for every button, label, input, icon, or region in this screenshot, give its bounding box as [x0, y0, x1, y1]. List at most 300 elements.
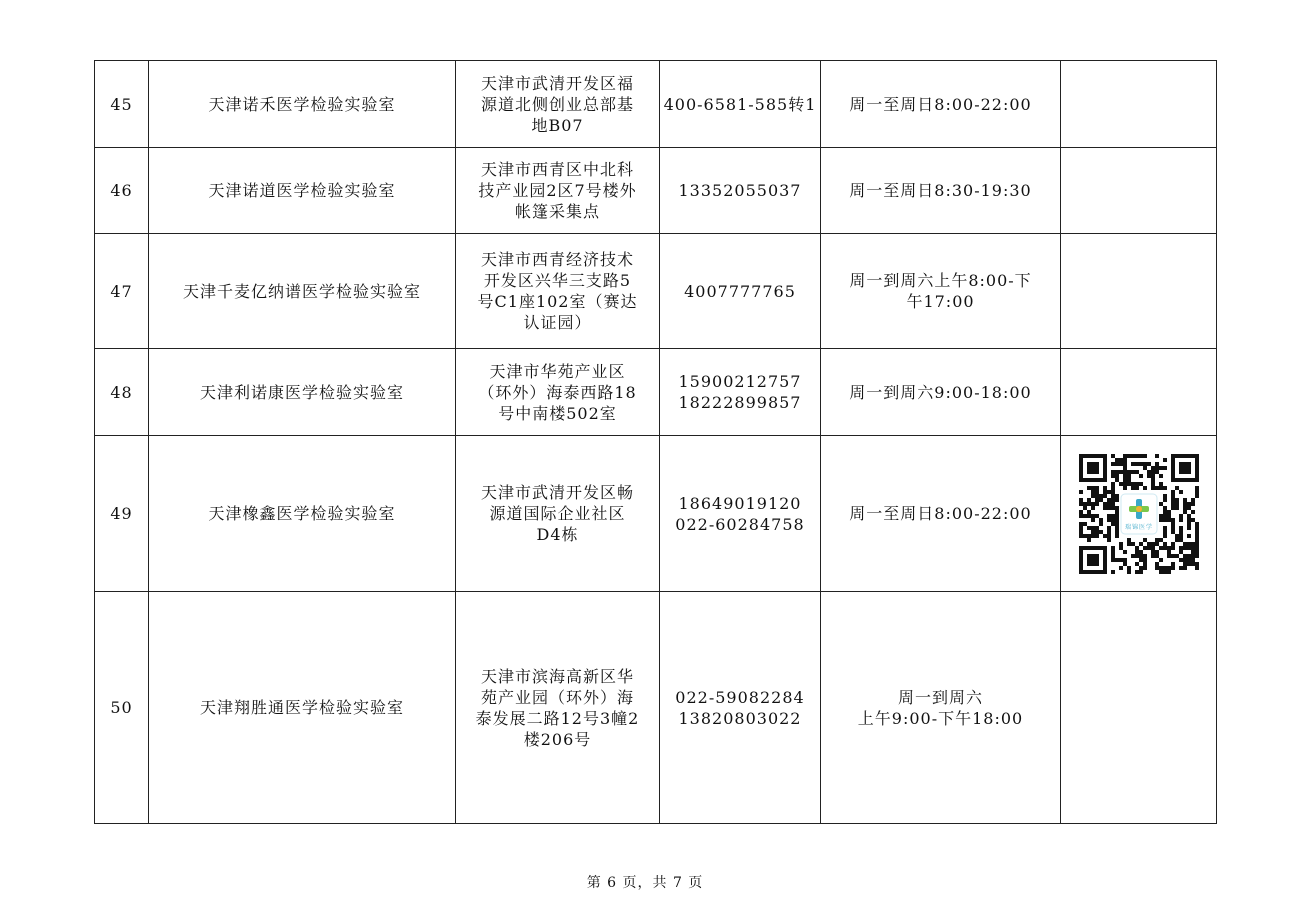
qr-module	[1115, 474, 1119, 478]
qr-module	[1079, 534, 1083, 538]
hours-line: 午17:00	[906, 292, 975, 311]
page-footer: 第 6 页，共 7 页	[586, 875, 704, 891]
qr-module	[1195, 522, 1199, 526]
qr-module	[1163, 542, 1167, 546]
qr-module	[1107, 534, 1111, 538]
qr-module	[1195, 550, 1199, 554]
qr-module	[1167, 570, 1171, 574]
address-line: 天津市武清开发区福	[480, 73, 634, 93]
qr-module	[1183, 558, 1187, 562]
qr-module	[1195, 554, 1199, 558]
row-number: 48	[95, 349, 149, 436]
qr-module	[1191, 558, 1195, 562]
qr-module	[1143, 566, 1147, 570]
qr-code[interactable]	[1079, 454, 1199, 574]
qr-module	[1135, 550, 1139, 554]
qr-module	[1123, 558, 1127, 562]
qr-module	[1159, 518, 1163, 522]
qr-module	[1179, 558, 1183, 562]
qr-module	[1195, 566, 1199, 570]
qr-module	[1143, 562, 1147, 566]
phone-line: 022-60284758	[675, 514, 805, 534]
address-line: D4栋	[536, 525, 579, 544]
qr-cell	[1061, 61, 1217, 148]
qr-module	[1135, 546, 1139, 550]
qr-module	[1191, 550, 1195, 554]
qr-module	[1135, 482, 1139, 486]
qr-module	[1119, 542, 1123, 546]
hours-line: 上午9:00-下午18:00	[857, 708, 1024, 728]
qr-module	[1171, 566, 1175, 570]
qr-module	[1171, 526, 1175, 530]
table-row	[95, 148, 1217, 234]
qr-module	[1111, 506, 1115, 510]
qr-module	[1155, 542, 1159, 546]
qr-module	[1079, 498, 1083, 502]
qr-module	[1087, 502, 1091, 506]
qr-module	[1127, 474, 1131, 478]
qr-module	[1195, 490, 1199, 494]
qr-module	[1079, 514, 1083, 518]
lab-address	[456, 349, 660, 436]
qr-module	[1131, 454, 1135, 458]
qr-cell	[1061, 349, 1217, 436]
qr-module	[1175, 502, 1179, 506]
qr-module	[1159, 558, 1163, 562]
qr-module	[1163, 466, 1167, 470]
qr-module	[1119, 546, 1123, 550]
qr-module	[1167, 518, 1171, 522]
address-line: 天津市滨海高新区华	[480, 666, 634, 686]
qr-module	[1079, 522, 1083, 526]
lab-table	[94, 60, 1217, 824]
qr-module	[1135, 454, 1139, 458]
qr-module	[1135, 562, 1139, 566]
qr-module	[1107, 538, 1111, 542]
qr-module	[1091, 518, 1095, 522]
qr-module	[1115, 518, 1119, 522]
qr-module	[1159, 546, 1163, 550]
qr-module	[1147, 470, 1151, 474]
lab-phone	[660, 349, 821, 436]
qr-module	[1095, 526, 1099, 530]
address-line: 天津市武清开发区畅	[480, 483, 634, 502]
qr-module	[1147, 542, 1151, 546]
qr-module	[1151, 542, 1155, 546]
qr-module	[1195, 562, 1199, 566]
qr-module	[1119, 470, 1123, 474]
qr-module	[1179, 514, 1183, 518]
qr-module	[1195, 534, 1199, 538]
phone-line: 13352055037	[678, 181, 802, 200]
qr-module	[1191, 502, 1195, 506]
address-line: 号C1座102室（赛达	[477, 292, 638, 311]
qr-module	[1143, 462, 1147, 466]
qr-module	[1171, 502, 1175, 506]
qr-module	[1159, 502, 1163, 506]
qr-cell	[1061, 148, 1217, 234]
qr-module	[1183, 554, 1187, 558]
qr-module	[1151, 554, 1155, 558]
lab-name: 天津翔胜通医学检验实验室	[149, 592, 456, 824]
qr-module	[1167, 546, 1171, 550]
qr-module	[1183, 506, 1187, 510]
qr-module	[1095, 498, 1099, 502]
qr-module	[1187, 526, 1191, 530]
qr-module	[1171, 518, 1175, 522]
qr-module	[1115, 534, 1119, 538]
qr-module	[1155, 538, 1159, 542]
qr-module	[1123, 454, 1127, 458]
hours-line: 周一到周六上午8:00-下	[849, 271, 1032, 290]
phone-line: 4007777765	[684, 281, 796, 301]
qr-module	[1151, 466, 1155, 470]
qr-module	[1111, 570, 1115, 574]
lab-hours	[821, 148, 1061, 234]
qr-module	[1143, 466, 1147, 470]
qr-module	[1155, 454, 1159, 458]
qr-module	[1123, 478, 1127, 482]
lab-phone	[660, 234, 821, 349]
qr-module	[1195, 526, 1199, 530]
hours-line: 周一至周日8:30-19:30	[849, 181, 1032, 200]
lab-hours	[821, 349, 1061, 436]
qr-module	[1091, 490, 1095, 494]
qr-module	[1187, 562, 1191, 566]
qr-module	[1095, 530, 1099, 534]
qr-cell	[1061, 436, 1217, 592]
qr-module	[1123, 462, 1127, 466]
qr-module	[1103, 490, 1107, 494]
qr-module	[1123, 458, 1127, 462]
qr-module	[1111, 558, 1115, 562]
qr-module	[1171, 498, 1175, 502]
qr-module	[1171, 562, 1175, 566]
qr-module	[1115, 462, 1119, 466]
qr-module	[1179, 518, 1183, 522]
qr-module	[1139, 558, 1143, 562]
qr-module	[1171, 546, 1175, 550]
qr-module	[1087, 486, 1091, 490]
qr-module	[1159, 514, 1163, 518]
phone-line: 18222899857	[678, 393, 802, 412]
lab-address	[456, 61, 660, 148]
lab-name: 天津橡鑫医学检验实验室	[149, 436, 456, 592]
qr-module	[1083, 502, 1087, 506]
lab-name: 天津千麦亿纳谱医学检验实验室	[149, 234, 456, 349]
qr-module	[1155, 562, 1159, 566]
qr-module	[1195, 530, 1199, 534]
qr-module	[1155, 554, 1159, 558]
qr-module	[1151, 486, 1155, 490]
address-line: 技产业园2区7号楼外	[478, 181, 637, 200]
qr-module	[1123, 562, 1127, 566]
qr-module	[1195, 494, 1199, 498]
table-row	[95, 234, 1217, 349]
qr-module	[1183, 498, 1187, 502]
qr-module	[1179, 490, 1183, 494]
qr-module	[1151, 550, 1155, 554]
qr-module	[1139, 454, 1143, 458]
qr-module	[1111, 454, 1115, 458]
qr-module	[1179, 534, 1183, 538]
qr-module	[1187, 518, 1191, 522]
qr-module	[1171, 490, 1175, 494]
qr-module	[1087, 534, 1091, 538]
qr-module	[1131, 554, 1135, 558]
address-line: 苑产业园（环外）海	[480, 687, 634, 707]
qr-module	[1131, 542, 1135, 546]
address-line: 天津市西青经济技术	[480, 250, 634, 269]
qr-module	[1171, 522, 1175, 526]
qr-module	[1111, 550, 1115, 554]
qr-module	[1107, 506, 1111, 510]
qr-module	[1139, 462, 1143, 466]
qr-module	[1155, 566, 1159, 570]
row-number: 45	[95, 61, 149, 148]
qr-code-image	[1079, 454, 1199, 574]
address-line: 帐篷采集点	[514, 202, 600, 221]
qr-module	[1135, 462, 1139, 466]
qr-module	[1171, 494, 1175, 498]
qr-module	[1123, 474, 1127, 478]
qr-module	[1111, 474, 1115, 478]
lab-hours	[821, 61, 1061, 148]
qr-module	[1187, 502, 1191, 506]
qr-module	[1115, 470, 1119, 474]
qr-module	[1171, 530, 1175, 534]
qr-module	[1143, 454, 1147, 458]
qr-module	[1163, 510, 1167, 514]
lab-hours	[821, 436, 1061, 592]
qr-module	[1187, 514, 1191, 518]
qr-module	[1155, 486, 1159, 490]
qr-module	[1123, 550, 1127, 554]
qr-module	[1131, 470, 1135, 474]
qr-module	[1111, 486, 1115, 490]
qr-module	[1087, 538, 1091, 542]
qr-module	[1155, 466, 1159, 470]
lab-address	[456, 234, 660, 349]
qr-module	[1191, 546, 1195, 550]
qr-module	[1083, 522, 1087, 526]
qr-module	[1187, 506, 1191, 510]
address-line: 源道北侧创业总部基	[480, 94, 634, 114]
address-line: 楼206号	[523, 729, 592, 749]
qr-module	[1151, 474, 1155, 478]
qr-module	[1191, 510, 1195, 514]
qr-module	[1107, 526, 1111, 530]
table-row	[95, 592, 1217, 824]
row-number: 49	[95, 436, 149, 592]
qr-module	[1179, 526, 1183, 530]
qr-module	[1099, 530, 1103, 534]
qr-module	[1163, 526, 1167, 530]
qr-module	[1195, 538, 1199, 542]
qr-module	[1111, 494, 1115, 498]
qr-module	[1139, 554, 1143, 558]
lab-name: 天津诺禾医学检验实验室	[149, 61, 456, 148]
qr-module	[1119, 482, 1123, 486]
qr-module	[1163, 458, 1167, 462]
qr-module	[1111, 546, 1115, 550]
table-row	[95, 436, 1217, 592]
qr-cell	[1061, 234, 1217, 349]
qr-logo-text: 瑞锦医学	[1124, 523, 1153, 531]
qr-module	[1187, 554, 1191, 558]
address-line: 泰发展二路12号3幢2	[475, 708, 640, 728]
qr-module	[1163, 570, 1167, 574]
qr-module	[1163, 546, 1167, 550]
qr-module	[1183, 510, 1187, 514]
qr-module	[1119, 458, 1123, 462]
qr-module	[1175, 506, 1179, 510]
qr-module	[1151, 470, 1155, 474]
qr-module	[1107, 502, 1111, 506]
qr-module	[1171, 506, 1175, 510]
qr-module	[1163, 534, 1167, 538]
qr-module	[1123, 482, 1127, 486]
qr-module	[1167, 554, 1171, 558]
qr-module	[1115, 510, 1119, 514]
qr-module	[1115, 494, 1119, 498]
qr-module	[1111, 502, 1115, 506]
qr-module	[1171, 554, 1175, 558]
qr-center-logo	[1121, 494, 1157, 534]
qr-module	[1175, 554, 1179, 558]
qr-module	[1143, 546, 1147, 550]
qr-module	[1139, 482, 1143, 486]
qr-module	[1119, 566, 1123, 570]
qr-module	[1175, 538, 1179, 542]
address-line: 天津市西青区中北科	[480, 160, 634, 179]
qr-module	[1091, 506, 1095, 510]
qr-module	[1135, 486, 1139, 490]
qr-module	[1115, 506, 1119, 510]
address-line: 天津市华苑产业区	[489, 361, 626, 381]
qr-module	[1183, 562, 1187, 566]
address-line: （环外）海泰西路18	[478, 382, 637, 402]
qr-module	[1159, 474, 1163, 478]
qr-module	[1107, 530, 1111, 534]
qr-module	[1087, 514, 1091, 518]
lab-hours	[821, 592, 1061, 824]
row-number: 50	[95, 592, 149, 824]
qr-module	[1123, 466, 1127, 470]
table-row	[95, 61, 1217, 148]
qr-module	[1183, 502, 1187, 506]
qr-module	[1095, 486, 1099, 490]
qr-module	[1103, 506, 1107, 510]
address-line: 源道国际企业社区	[489, 504, 626, 523]
qr-module	[1103, 502, 1107, 506]
phone-line: 13820803022	[678, 708, 802, 728]
qr-module	[1139, 566, 1143, 570]
lab-phone	[660, 148, 821, 234]
row-number: 46	[95, 148, 149, 234]
qr-module	[1159, 570, 1163, 574]
qr-module	[1171, 542, 1175, 546]
qr-module	[1115, 478, 1119, 482]
qr-module	[1183, 546, 1187, 550]
qr-module	[1175, 498, 1179, 502]
qr-module	[1159, 466, 1163, 470]
qr-module	[1163, 486, 1167, 490]
qr-module	[1091, 502, 1095, 506]
qr-module	[1135, 554, 1139, 558]
qr-module	[1111, 498, 1115, 502]
qr-module	[1179, 530, 1183, 534]
qr-module	[1167, 510, 1171, 514]
qr-module	[1163, 498, 1167, 502]
qr-module	[1163, 518, 1167, 522]
qr-module	[1115, 498, 1119, 502]
qr-module	[1191, 554, 1195, 558]
qr-module	[1131, 462, 1135, 466]
lab-address	[456, 436, 660, 592]
hours-line: 周一至周日8:00-22:00	[849, 504, 1032, 523]
lab-phone	[660, 436, 821, 592]
qr-module	[1127, 542, 1131, 546]
hours-line: 周一到周六	[897, 687, 983, 707]
qr-module	[1083, 534, 1087, 538]
qr-module	[1143, 558, 1147, 562]
qr-module	[1115, 558, 1119, 562]
qr-module	[1123, 470, 1127, 474]
phone-line: 022-59082284	[675, 687, 805, 707]
qr-module	[1079, 502, 1083, 506]
phone-line: 400-6581-585转1	[663, 94, 817, 114]
qr-module	[1127, 538, 1131, 542]
qr-module	[1091, 534, 1095, 538]
qr-module	[1159, 538, 1163, 542]
qr-module	[1095, 534, 1099, 538]
qr-module	[1191, 542, 1195, 546]
qr-module	[1135, 470, 1139, 474]
qr-finder-top-right	[1171, 454, 1199, 482]
qr-module	[1115, 526, 1119, 530]
qr-module	[1095, 502, 1099, 506]
qr-module	[1191, 498, 1195, 502]
lab-address	[456, 592, 660, 824]
qr-module	[1107, 490, 1111, 494]
qr-finder-top-left	[1079, 454, 1107, 482]
qr-module	[1103, 486, 1107, 490]
qr-module	[1147, 474, 1151, 478]
qr-module	[1111, 490, 1115, 494]
qr-module	[1187, 522, 1191, 526]
qr-module	[1163, 530, 1167, 534]
lab-name: 天津诺道医学检验实验室	[149, 148, 456, 234]
qr-module	[1087, 526, 1091, 530]
table-row	[95, 349, 1217, 436]
lab-phone	[660, 592, 821, 824]
address-line: 地B07	[531, 115, 584, 135]
qr-module	[1187, 546, 1191, 550]
qr-module	[1099, 522, 1103, 526]
qr-module	[1111, 470, 1115, 474]
row-number: 47	[95, 234, 149, 349]
qr-module	[1127, 482, 1131, 486]
qr-module	[1103, 494, 1107, 498]
qr-module	[1151, 478, 1155, 482]
qr-module	[1131, 482, 1135, 486]
qr-module	[1119, 558, 1123, 562]
qr-module	[1111, 554, 1115, 558]
lab-address	[456, 148, 660, 234]
lab-phone	[660, 61, 821, 148]
qr-module	[1123, 486, 1127, 490]
